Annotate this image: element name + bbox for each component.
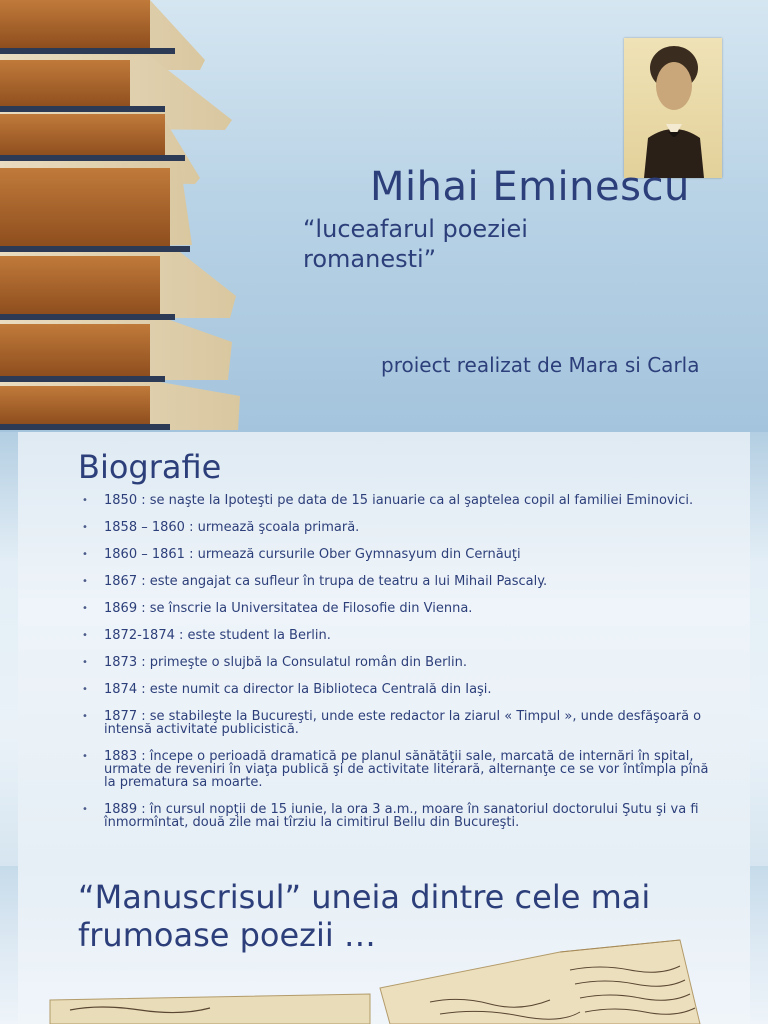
list-item: • 1867 : este angajat ca sufleur în trupa de teatru a lui Mihail Pascaly.	[82, 574, 548, 589]
bullet-icon: •	[82, 630, 88, 641]
bullet-icon: •	[82, 549, 88, 560]
bullet-icon: •	[82, 495, 88, 506]
manuscript-image	[40, 930, 720, 1024]
presentation-credits: proiect realizat de Mara si Carla	[381, 353, 700, 377]
manuscript-title: “Manuscrisul” uneia dintre cele mai frumoase poezii …	[78, 878, 651, 954]
book-stack-image	[0, 0, 250, 432]
list-item: • 1858 – 1860 : urmează şcoala primară.	[82, 520, 360, 535]
presentation-title: Mihai Eminescu	[370, 164, 690, 210]
list-item: • 1873 : primeşte o slujbă la Consulatul român din Berlin.	[82, 655, 468, 670]
list-item: • 1877 : se stabileşte la Bucureşti, unde este redactor la ziarul « Timpul », unde desfăşoară o intensă activitate publicistică.	[82, 709, 702, 737]
biography-title: Biografie	[78, 448, 222, 486]
list-item: • 1860 – 1861 : urmează cursurile Ober Gymnasyum din Cernăuţi	[82, 547, 521, 562]
bullet-icon: •	[82, 804, 88, 815]
bullet-icon: •	[82, 751, 88, 762]
bullet-icon: •	[82, 576, 88, 587]
biography-list	[82, 494, 712, 843]
list-item: • 1869 : se înscrie la Universitatea de Filosofie din Vienna.	[82, 601, 473, 616]
bullet-icon: •	[82, 711, 88, 722]
portrait-image	[624, 38, 722, 178]
title-slide	[0, 0, 768, 432]
bullet-icon: •	[82, 522, 88, 533]
presentation-subtitle: “luceafarul poeziei romanesti”	[303, 215, 528, 273]
bullet-icon: •	[82, 603, 88, 614]
list-item: • 1874 : este numit ca director la Biblioteca Centrală din Iaşi.	[82, 682, 492, 697]
list-item: • 1872-1874 : este student la Berlin.	[82, 628, 331, 643]
bullet-icon: •	[82, 657, 88, 668]
list-item: • 1889 : în cursul nopţii de 15 iunie, la ora 3 a.m., moare în sanatoriul doctorului Şutu şi va fi înmormîntat, două zile mai tîrziu la cimitirul Bellu din Bucureşti.	[82, 802, 699, 830]
bullet-icon: •	[82, 684, 88, 695]
list-item: • 1850 : se naşte la Ipoteşti pe data de 15 ianuarie ca al şaptelea copil al familiei Eminovici.	[82, 493, 694, 508]
list-item: • 1883 : începe o perioadă dramatică pe planul sănătăţii sale, marcată de internări în spital, urmate de reveniri în viaţa publică şi de activitate literară, alternanţe ce se vor întîmpla pînă la prematura sa moarte.	[82, 749, 709, 790]
